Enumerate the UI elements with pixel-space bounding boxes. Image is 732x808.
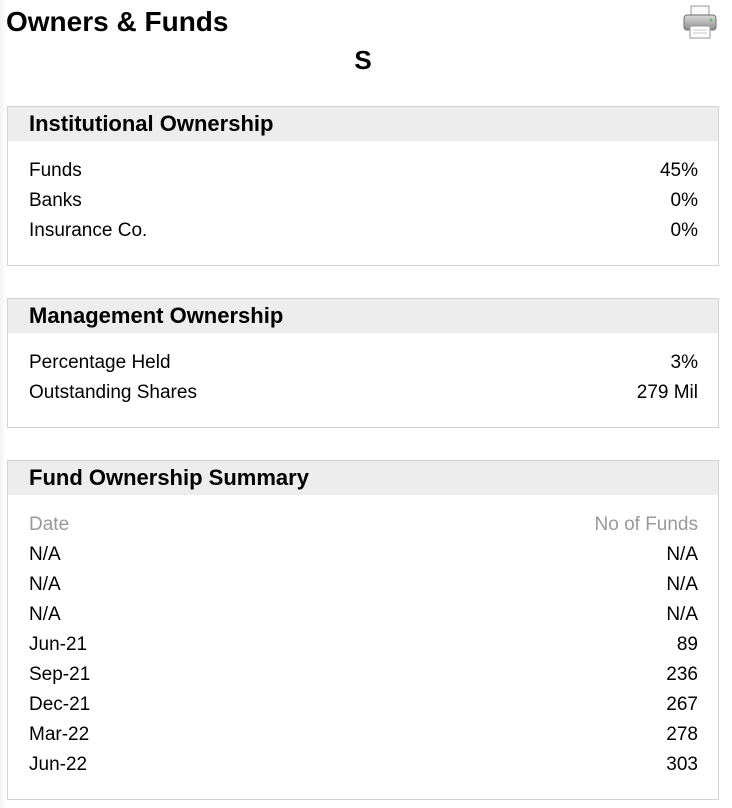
page-title: Owners & Funds: [6, 6, 229, 37]
row-funds: 236: [666, 664, 698, 685]
table-header-row: [29, 510, 698, 540]
row-funds: 267: [666, 694, 698, 715]
row-value: 0%: [670, 190, 698, 211]
row-funds: 278: [666, 724, 698, 745]
row-date: Jun-22: [29, 754, 88, 775]
panel-heading: Institutional Ownership: [8, 107, 718, 141]
column-header-funds: No of Funds: [594, 514, 698, 535]
table-row: [29, 750, 698, 780]
data-row: [29, 156, 698, 186]
panel-heading: Management Ownership: [8, 299, 718, 333]
row-date: Sep-21: [29, 664, 91, 685]
table-row: [29, 570, 698, 600]
row-date: N/A: [29, 604, 61, 625]
panel-heading: Fund Ownership Summary: [8, 461, 718, 495]
row-label: Outstanding Shares: [29, 382, 197, 403]
row-value: 0%: [670, 220, 698, 241]
table-row: [29, 690, 698, 720]
table-row: [29, 540, 698, 570]
row-funds: 89: [676, 634, 698, 655]
ticker-symbol: S: [354, 45, 372, 75]
table-row: [29, 720, 698, 750]
row-label: Funds: [29, 160, 82, 181]
row-date: Jun-21: [29, 634, 88, 655]
table-row: [29, 630, 698, 660]
row-funds: N/A: [666, 574, 698, 595]
column-header-date: Date: [29, 514, 70, 535]
row-value: 3%: [670, 352, 698, 373]
data-row: [29, 378, 698, 408]
table-row: [29, 660, 698, 690]
row-date: Dec-21: [29, 694, 91, 715]
row-value: 45%: [659, 160, 698, 181]
row-date: N/A: [29, 574, 61, 595]
data-row: [29, 348, 698, 378]
row-label: Percentage Held: [29, 352, 171, 373]
row-funds: N/A: [666, 604, 698, 625]
management-ownership-panel: [7, 298, 719, 428]
row-label: Insurance Co.: [29, 220, 148, 241]
row-funds: 303: [666, 754, 698, 775]
institutional-ownership-panel: [7, 106, 719, 266]
row-date: N/A: [29, 544, 61, 565]
data-row: [29, 186, 698, 216]
data-row: [29, 216, 698, 246]
row-value: 279 Mil: [636, 382, 698, 403]
print-button[interactable]: [682, 4, 718, 40]
row-label: Banks: [29, 190, 82, 211]
row-date: Mar-22: [29, 724, 90, 745]
fund-ownership-summary-panel: [7, 460, 719, 800]
table-row: [29, 600, 698, 630]
printer-icon: [682, 4, 718, 40]
row-funds: N/A: [666, 544, 698, 565]
